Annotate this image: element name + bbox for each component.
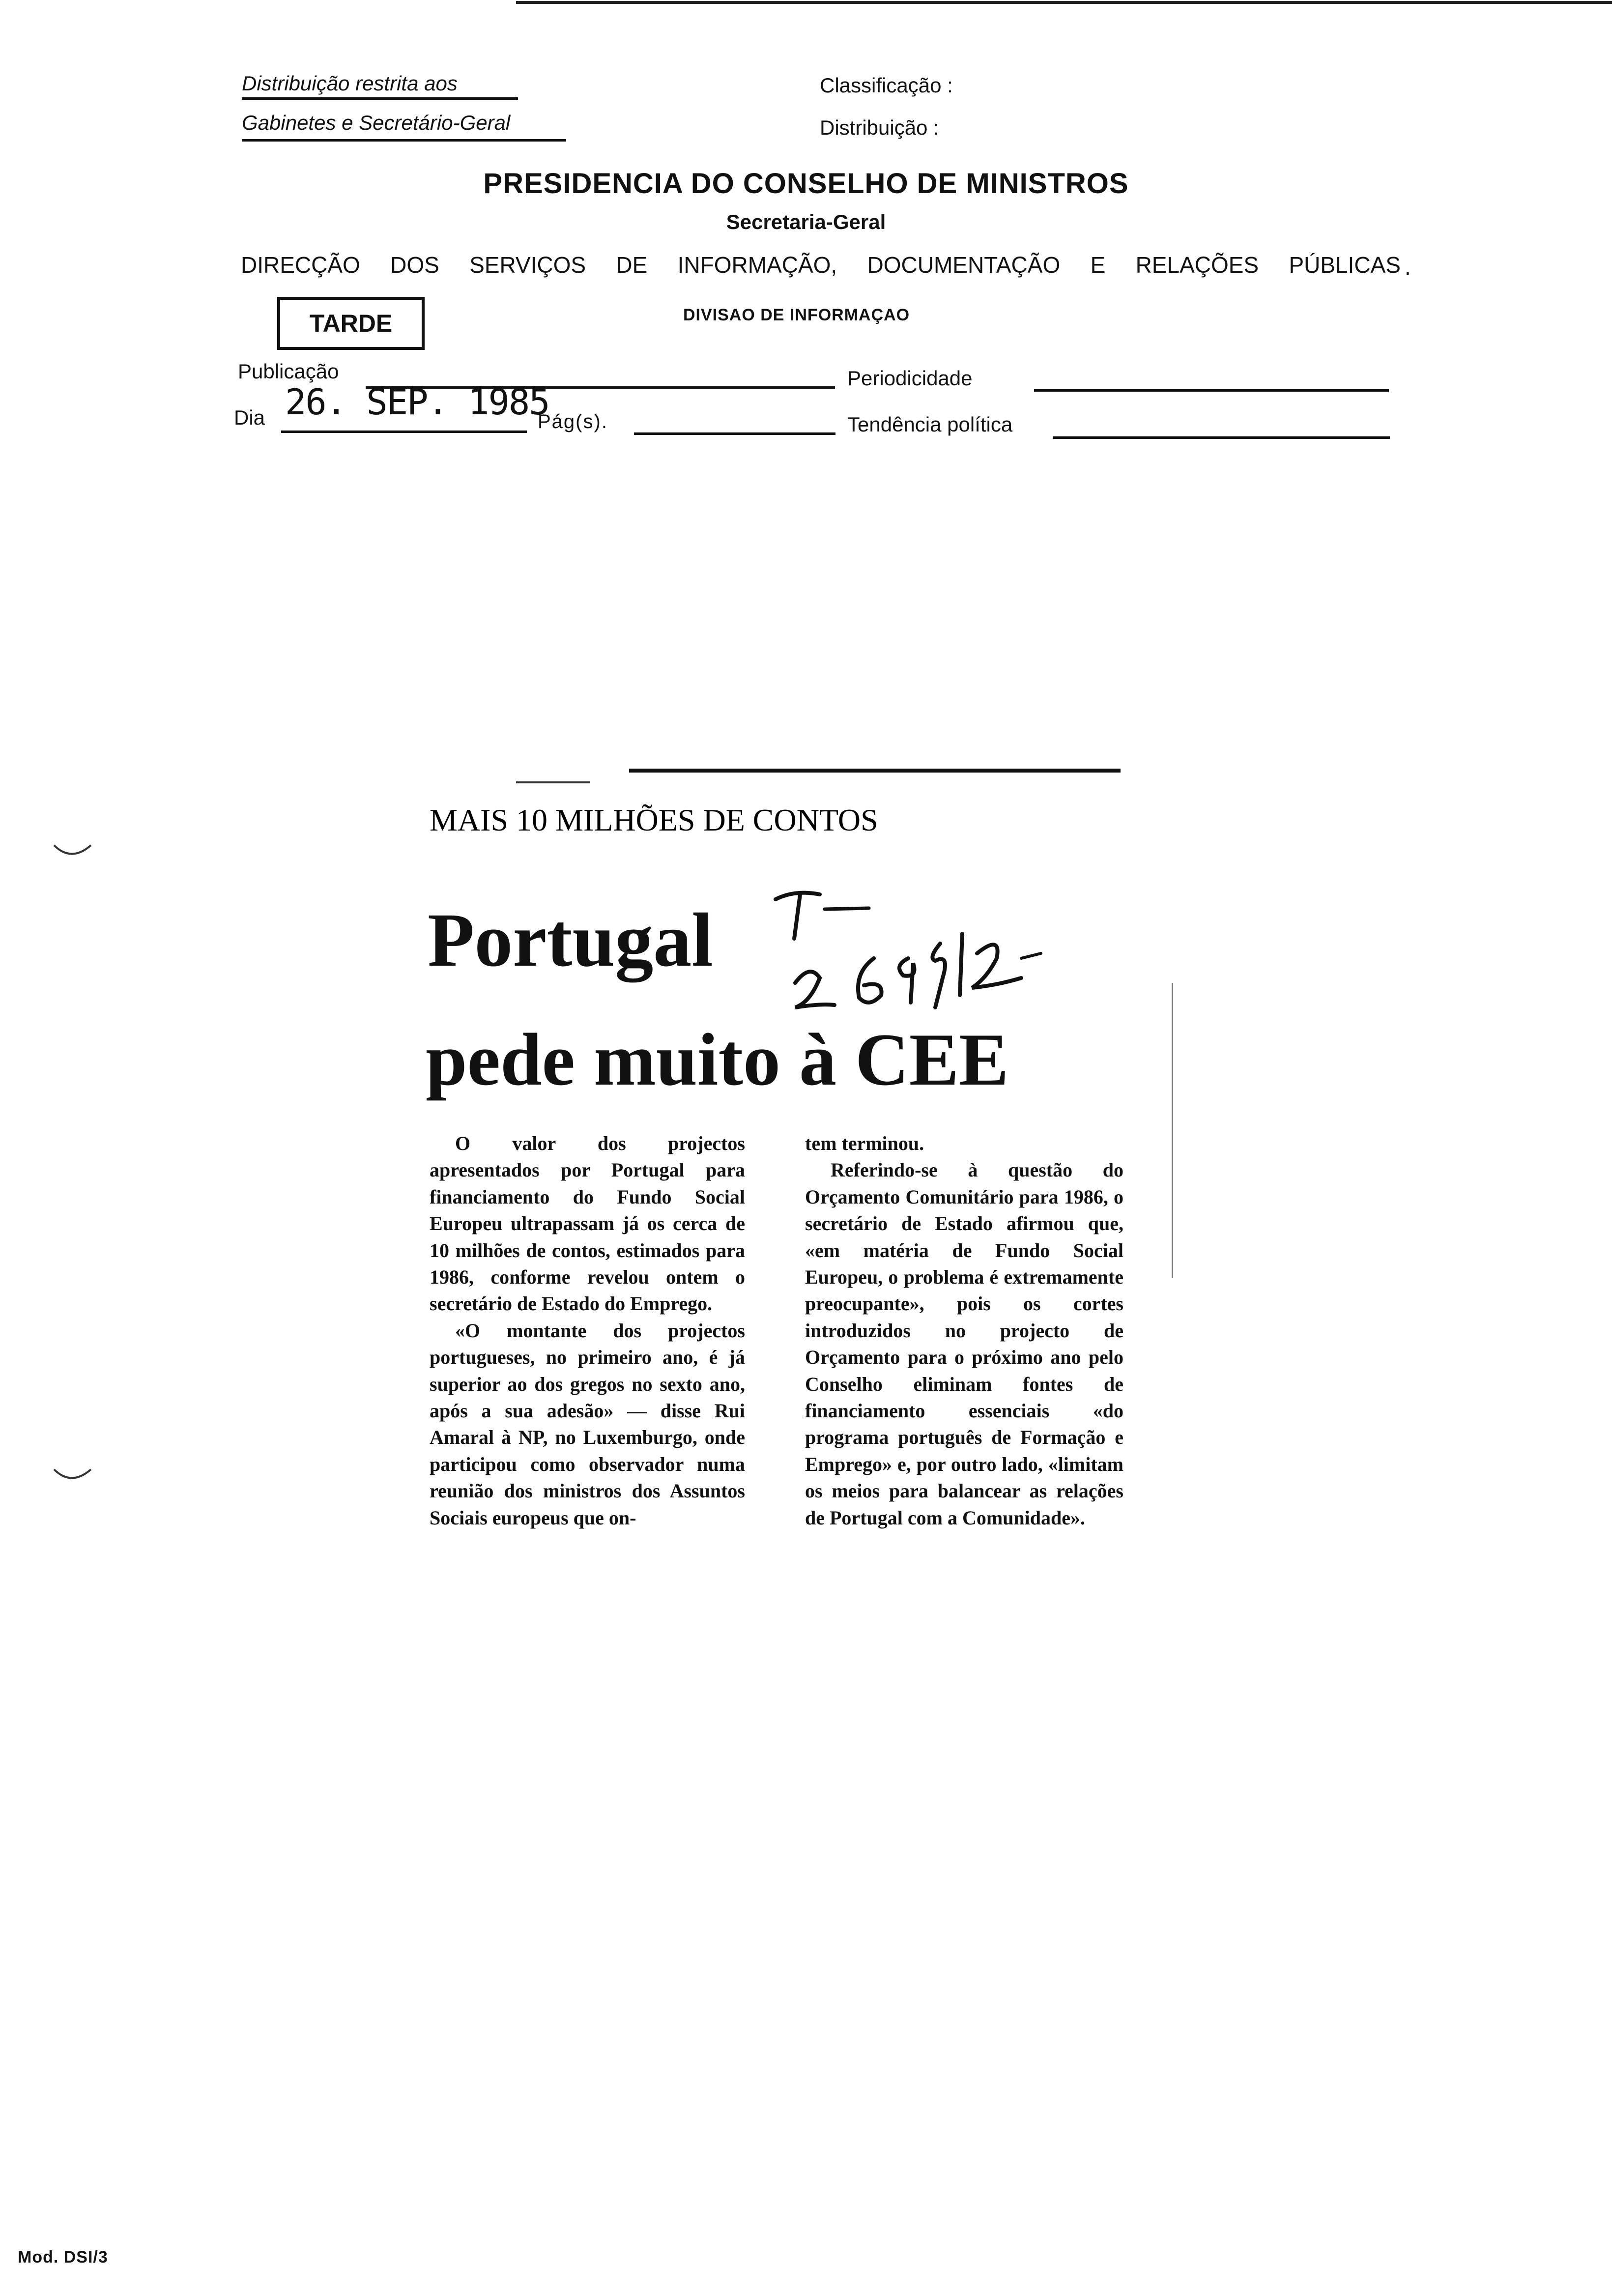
directorate-dot: . xyxy=(1405,254,1411,280)
handwritten-annotation xyxy=(766,880,1100,1030)
scan-mark xyxy=(49,835,98,865)
office-title: PRESIDENCIA DO CONSELHO DE MINISTROS xyxy=(483,168,1129,200)
dia-label: Dia xyxy=(234,406,265,429)
periodicidade-field-line xyxy=(1034,389,1389,392)
pags-field-line xyxy=(634,432,835,435)
tendencia-field-line xyxy=(1053,436,1390,439)
underline xyxy=(242,139,566,142)
directorate-word: DOS xyxy=(390,252,439,278)
article-paragraph: Referindo-se à questão do Orçamento Comunitário para 1986, o secretário de Estado afirmou que, «em matéria de Fundo Social Europeu, o problema é extremamente preocupante», pois os cortes introduzidos no projecto de Orçamento para o próximo ano pelo Conselho eliminam fontes de financiamento essenciais «do programa português de Formação e Emprego» e, por outro lado, «limitam os meios para balancear as relações de Portugal com a Comunidade». xyxy=(805,1159,1123,1529)
article-paragraph-continuation: tem terminou. xyxy=(805,1132,924,1154)
form-code: Mod. DSI/3 xyxy=(18,2248,108,2267)
handwritten-annotation-drawing xyxy=(766,880,1100,1027)
directorate-word: SERVIÇOS xyxy=(469,252,586,278)
top-border-line xyxy=(516,1,1612,4)
office-subtitle: Secretaria-Geral xyxy=(726,210,886,233)
directorate-word: DE xyxy=(616,252,648,278)
directorate-word: DOCUMENTAÇÃO xyxy=(867,252,1061,278)
article-column-1 xyxy=(430,1130,745,1531)
distribution-restriction-line1: Distribuição restrita aos xyxy=(242,72,458,95)
tendencia-label: Tendência política xyxy=(847,413,1013,436)
article-paragraph: «O montante dos projectos portugueses, no primeiro ano, é já superior ao dos gregos no sexto ano, após a sua adesão» — disse Rui Amaral à NP, no Luxemburgo, onde participou como observador numa reunião dos ministros dos Assuntos Sociais europeus que on- xyxy=(430,1319,745,1529)
underline xyxy=(242,97,518,100)
newspaper-stamp xyxy=(277,297,425,350)
distribution-restriction-line2: Gabinetes e Secretário-Geral xyxy=(242,111,511,134)
pags-label: Pág(s). xyxy=(538,411,608,432)
article-kicker: MAIS 10 MILHÕES DE CONTOS xyxy=(430,803,878,837)
directorate-word: INFORMAÇÃO, xyxy=(677,252,837,278)
scan-mark xyxy=(49,1460,98,1489)
periodicidade-label: Periodicidade xyxy=(847,367,973,390)
article-paragraph: O valor dos projectos apresentados por Portugal para financiamento do Fundo Social Europeu ultrapassam já os cerca de 10 milhões de contos, estimados para 1986, conforme revelou ontem o secretário de Estado do Emprego. xyxy=(430,1132,745,1315)
newspaper-stamp-label: TARDE xyxy=(309,310,393,337)
article-headline-line1: Portugal xyxy=(428,897,713,982)
date-stamp: 26. SEP. 1985 xyxy=(285,381,549,423)
directorate-word: RELAÇÕES xyxy=(1135,252,1259,278)
directorate-word: PÚBLICAS xyxy=(1289,252,1401,278)
clipping-top-rule-short xyxy=(516,781,590,783)
article-headline-line2: pede muito à CEE xyxy=(426,1018,1009,1101)
article-column-2 xyxy=(805,1130,1123,1531)
clipping-edge-line xyxy=(1172,983,1173,1278)
division-label: DIVISAO DE INFORMAÇAO xyxy=(683,306,910,324)
directorate-word: DIRECÇÃO xyxy=(241,252,360,278)
directorate-word: E xyxy=(1090,252,1106,278)
clipping-top-rule xyxy=(629,769,1121,773)
publicacao-label: Publicação xyxy=(238,360,339,383)
distribuicao-label: Distribuição : xyxy=(820,116,939,139)
directorate-title xyxy=(241,252,1401,278)
dia-field-line xyxy=(281,430,527,433)
classificacao-label: Classificação : xyxy=(820,74,953,97)
